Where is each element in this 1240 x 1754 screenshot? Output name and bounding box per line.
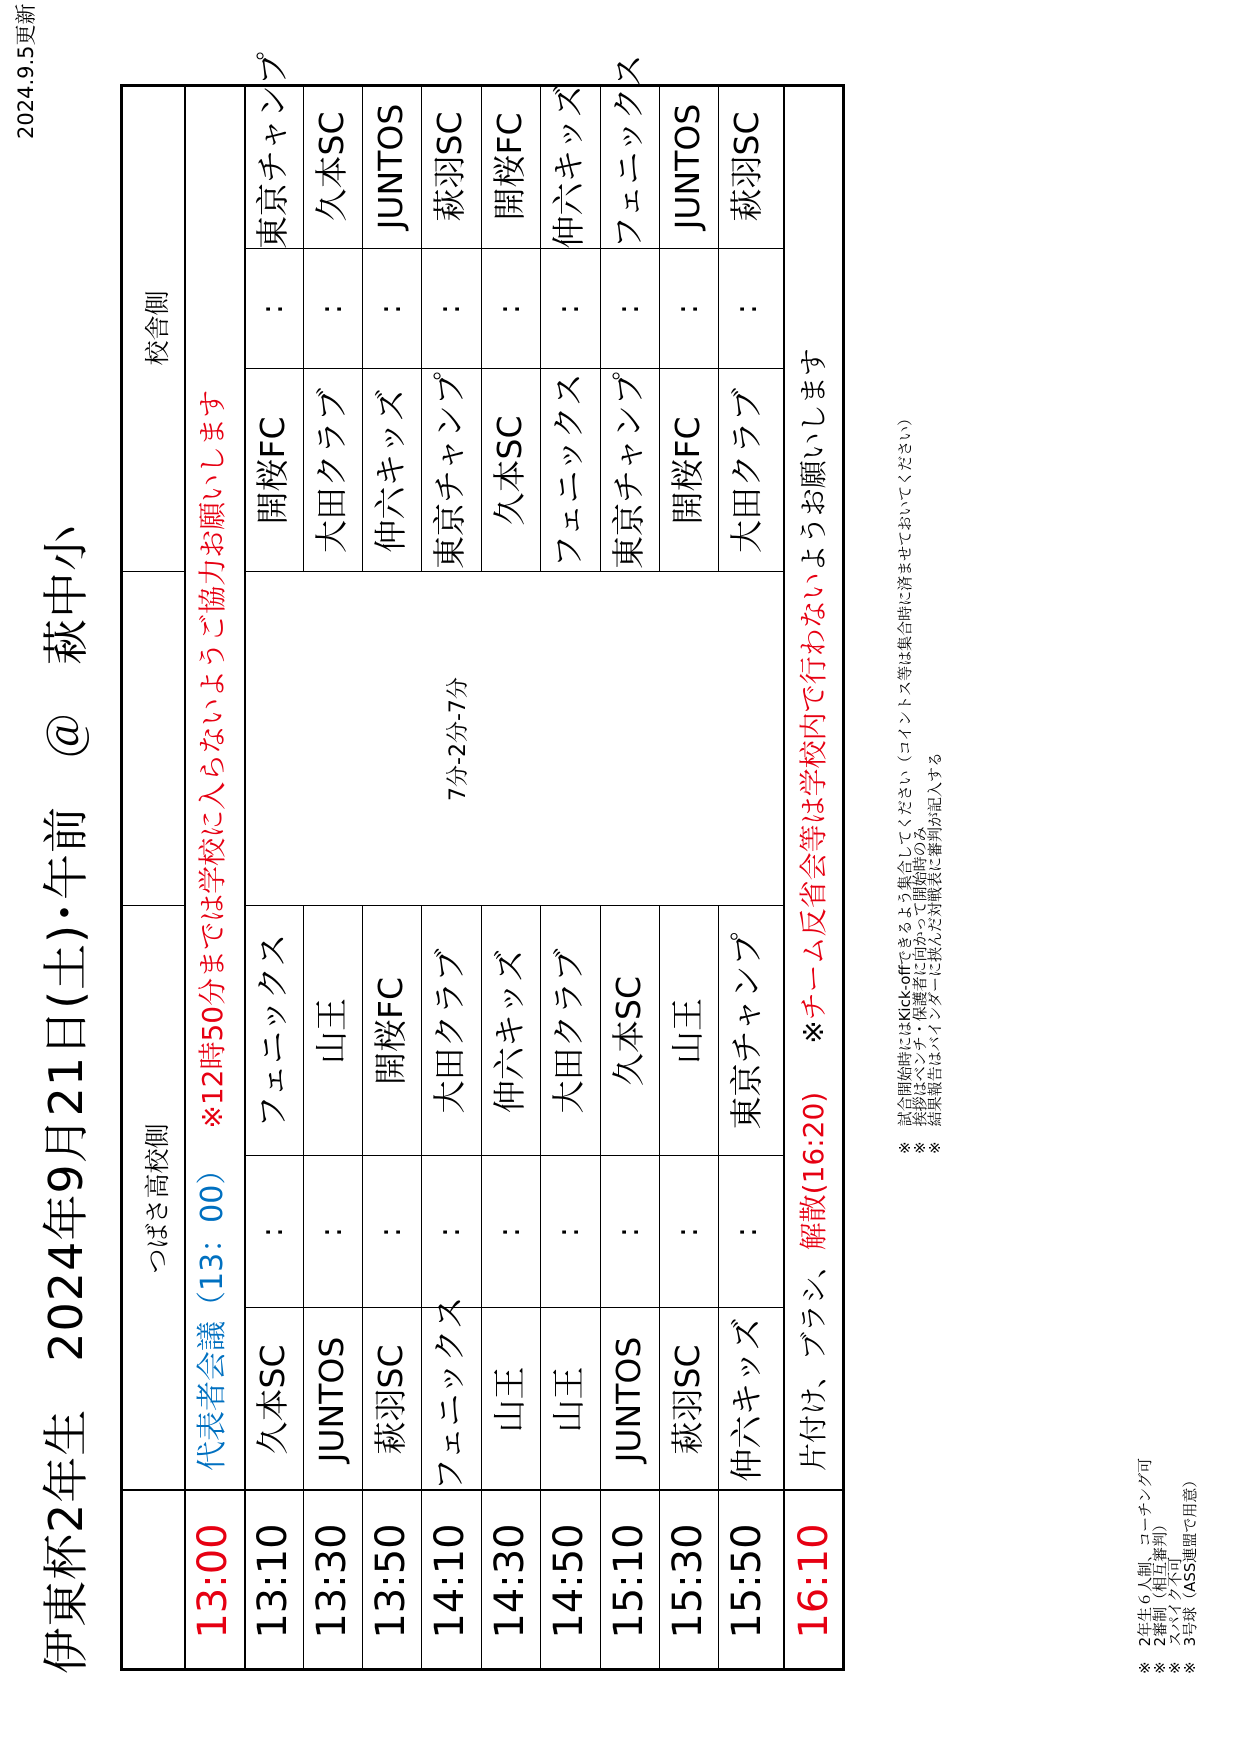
- match-duration: 7分-2分-7分: [446, 677, 471, 801]
- left-score: :: [314, 1226, 349, 1238]
- right-home-team: 東京チャンプ: [609, 372, 648, 570]
- footnote: ※ 3号球（ASS連盟で用意）: [1181, 1472, 1199, 1674]
- page-title: 伊東杯2年生 2024年9月21日(土)･午前 ＠ 萩中小: [39, 523, 93, 1674]
- right-home-team: 仲六キッズ: [371, 388, 410, 553]
- right-score: :: [611, 303, 646, 315]
- match-time: 15:50: [724, 1523, 770, 1639]
- match-time: 14:10: [427, 1523, 473, 1639]
- right-score: :: [432, 303, 467, 315]
- match-time: 14:30: [487, 1523, 533, 1639]
- left-home-team: 萩羽SC: [371, 1344, 410, 1455]
- closing-time: 16:10: [791, 1523, 837, 1639]
- match-time: 15:10: [606, 1523, 652, 1639]
- match-time: 13:30: [309, 1523, 355, 1639]
- right-home-team: 大田クラブ: [727, 388, 766, 553]
- left-score: :: [255, 1226, 290, 1238]
- left-away-team: 大田クラブ: [430, 948, 469, 1114]
- footnote: ※ 試合開始時にはKick-offできるよう集合してください（コイントス等は集合時に済ませておいてください）: [896, 410, 914, 1154]
- left-home-team: フェニックス: [430, 1296, 469, 1491]
- right-home-team: 開桜FC: [253, 416, 292, 525]
- footnote: ※ スパイク不可: [1166, 1556, 1184, 1674]
- right-home-team: 大田クラブ: [312, 388, 351, 553]
- left-score: :: [432, 1226, 467, 1238]
- no-meeting-note: チーム反省会等は学校内で行わない: [797, 572, 830, 1021]
- right-away-team: 萩羽SC: [430, 111, 469, 222]
- table-border-top: [120, 84, 123, 1671]
- left-away-team: 東京チャンプ: [727, 932, 766, 1130]
- right-home-team: 久本SC: [490, 415, 529, 526]
- left-score: :: [373, 1226, 408, 1238]
- header-right-side: 校舎側: [143, 290, 172, 366]
- left-away-team: 山王: [312, 998, 351, 1064]
- right-away-team: 萩羽SC: [727, 111, 766, 222]
- left-home-team: JUNTOS: [609, 1336, 648, 1463]
- footnote: ※ 挨拶はベンチ・保護者に向かって開始時のみ: [911, 826, 929, 1154]
- left-score: :: [611, 1226, 646, 1238]
- left-away-team: 仲六キッズ: [490, 948, 529, 1114]
- left-home-team: 萩羽SC: [668, 1344, 707, 1455]
- cleanup-text: 片付け、ブラシ、: [797, 1250, 830, 1471]
- footnotes-left: [1138, 1458, 1198, 1674]
- left-home-team: 山王: [549, 1366, 588, 1433]
- right-home-team: 開桜FC: [668, 416, 707, 525]
- right-score: :: [255, 303, 290, 315]
- match-time: 13:10: [250, 1523, 296, 1639]
- match-time: 14:50: [546, 1523, 592, 1639]
- right-score: :: [373, 303, 408, 315]
- right-score: :: [729, 303, 764, 315]
- match-time: 15:30: [665, 1523, 711, 1639]
- footnotes-right: [898, 411, 943, 1154]
- right-score: :: [314, 303, 349, 315]
- right-score: :: [492, 303, 527, 315]
- right-away-team: 開桜FC: [490, 112, 529, 221]
- meeting-time: 13:00: [190, 1523, 236, 1639]
- right-away-team: JUNTOS: [371, 103, 410, 230]
- left-away-team: 久本SC: [609, 976, 648, 1086]
- right-away-team: JUNTOS: [668, 103, 707, 230]
- right-away-team: 久本SC: [312, 111, 351, 222]
- right-away-team: 東京チャンプ: [253, 51, 292, 249]
- footnote: ※ 2年生６人制、コーチング可: [1136, 1457, 1154, 1674]
- meeting-label: 代表者会議（13：00）: [195, 1154, 230, 1471]
- dismissal-time: 解散(16:20): [797, 1091, 830, 1251]
- right-away-team: フェニックス: [609, 54, 648, 249]
- header-left-side: つばさ高校側: [143, 1123, 172, 1274]
- match-time: 13:50: [368, 1523, 414, 1639]
- right-away-team: 仲六キッズ: [549, 84, 588, 249]
- right-score: :: [670, 303, 705, 315]
- left-score: :: [492, 1226, 527, 1238]
- left-home-team: 久本SC: [253, 1344, 292, 1455]
- note-mark: ※: [797, 1020, 830, 1072]
- right-home-team: 東京チャンプ: [430, 372, 469, 570]
- left-away-team: フェニックス: [253, 933, 292, 1129]
- left-score: :: [551, 1226, 586, 1238]
- left-home-team: JUNTOS: [312, 1336, 351, 1463]
- left-away-team: 大田クラブ: [549, 948, 588, 1114]
- right-score: :: [551, 303, 586, 315]
- left-home-team: 山王: [490, 1366, 529, 1433]
- meeting-row: [184, 94, 244, 1471]
- closing-request: ようお願いします: [797, 348, 830, 573]
- entry-note: ※12時50分までは学校に入らないようご協力お願いします: [196, 389, 229, 1129]
- closing-row: [783, 94, 845, 1471]
- left-away-team: 山王: [668, 998, 707, 1064]
- left-score: :: [729, 1226, 764, 1238]
- left-home-team: 仲六キッズ: [727, 1317, 766, 1482]
- right-home-team: フェニックス: [549, 373, 588, 568]
- footnote: ※ 結果報告はバインダーに挟んだ対戦表に審判が記入する: [926, 752, 944, 1154]
- left-away-team: 開桜FC: [371, 976, 410, 1086]
- updated-date: 2024.9.5更新: [14, 3, 38, 139]
- left-score: :: [670, 1226, 705, 1238]
- footnote: ※ 2審制（相互審判）: [1151, 1516, 1169, 1674]
